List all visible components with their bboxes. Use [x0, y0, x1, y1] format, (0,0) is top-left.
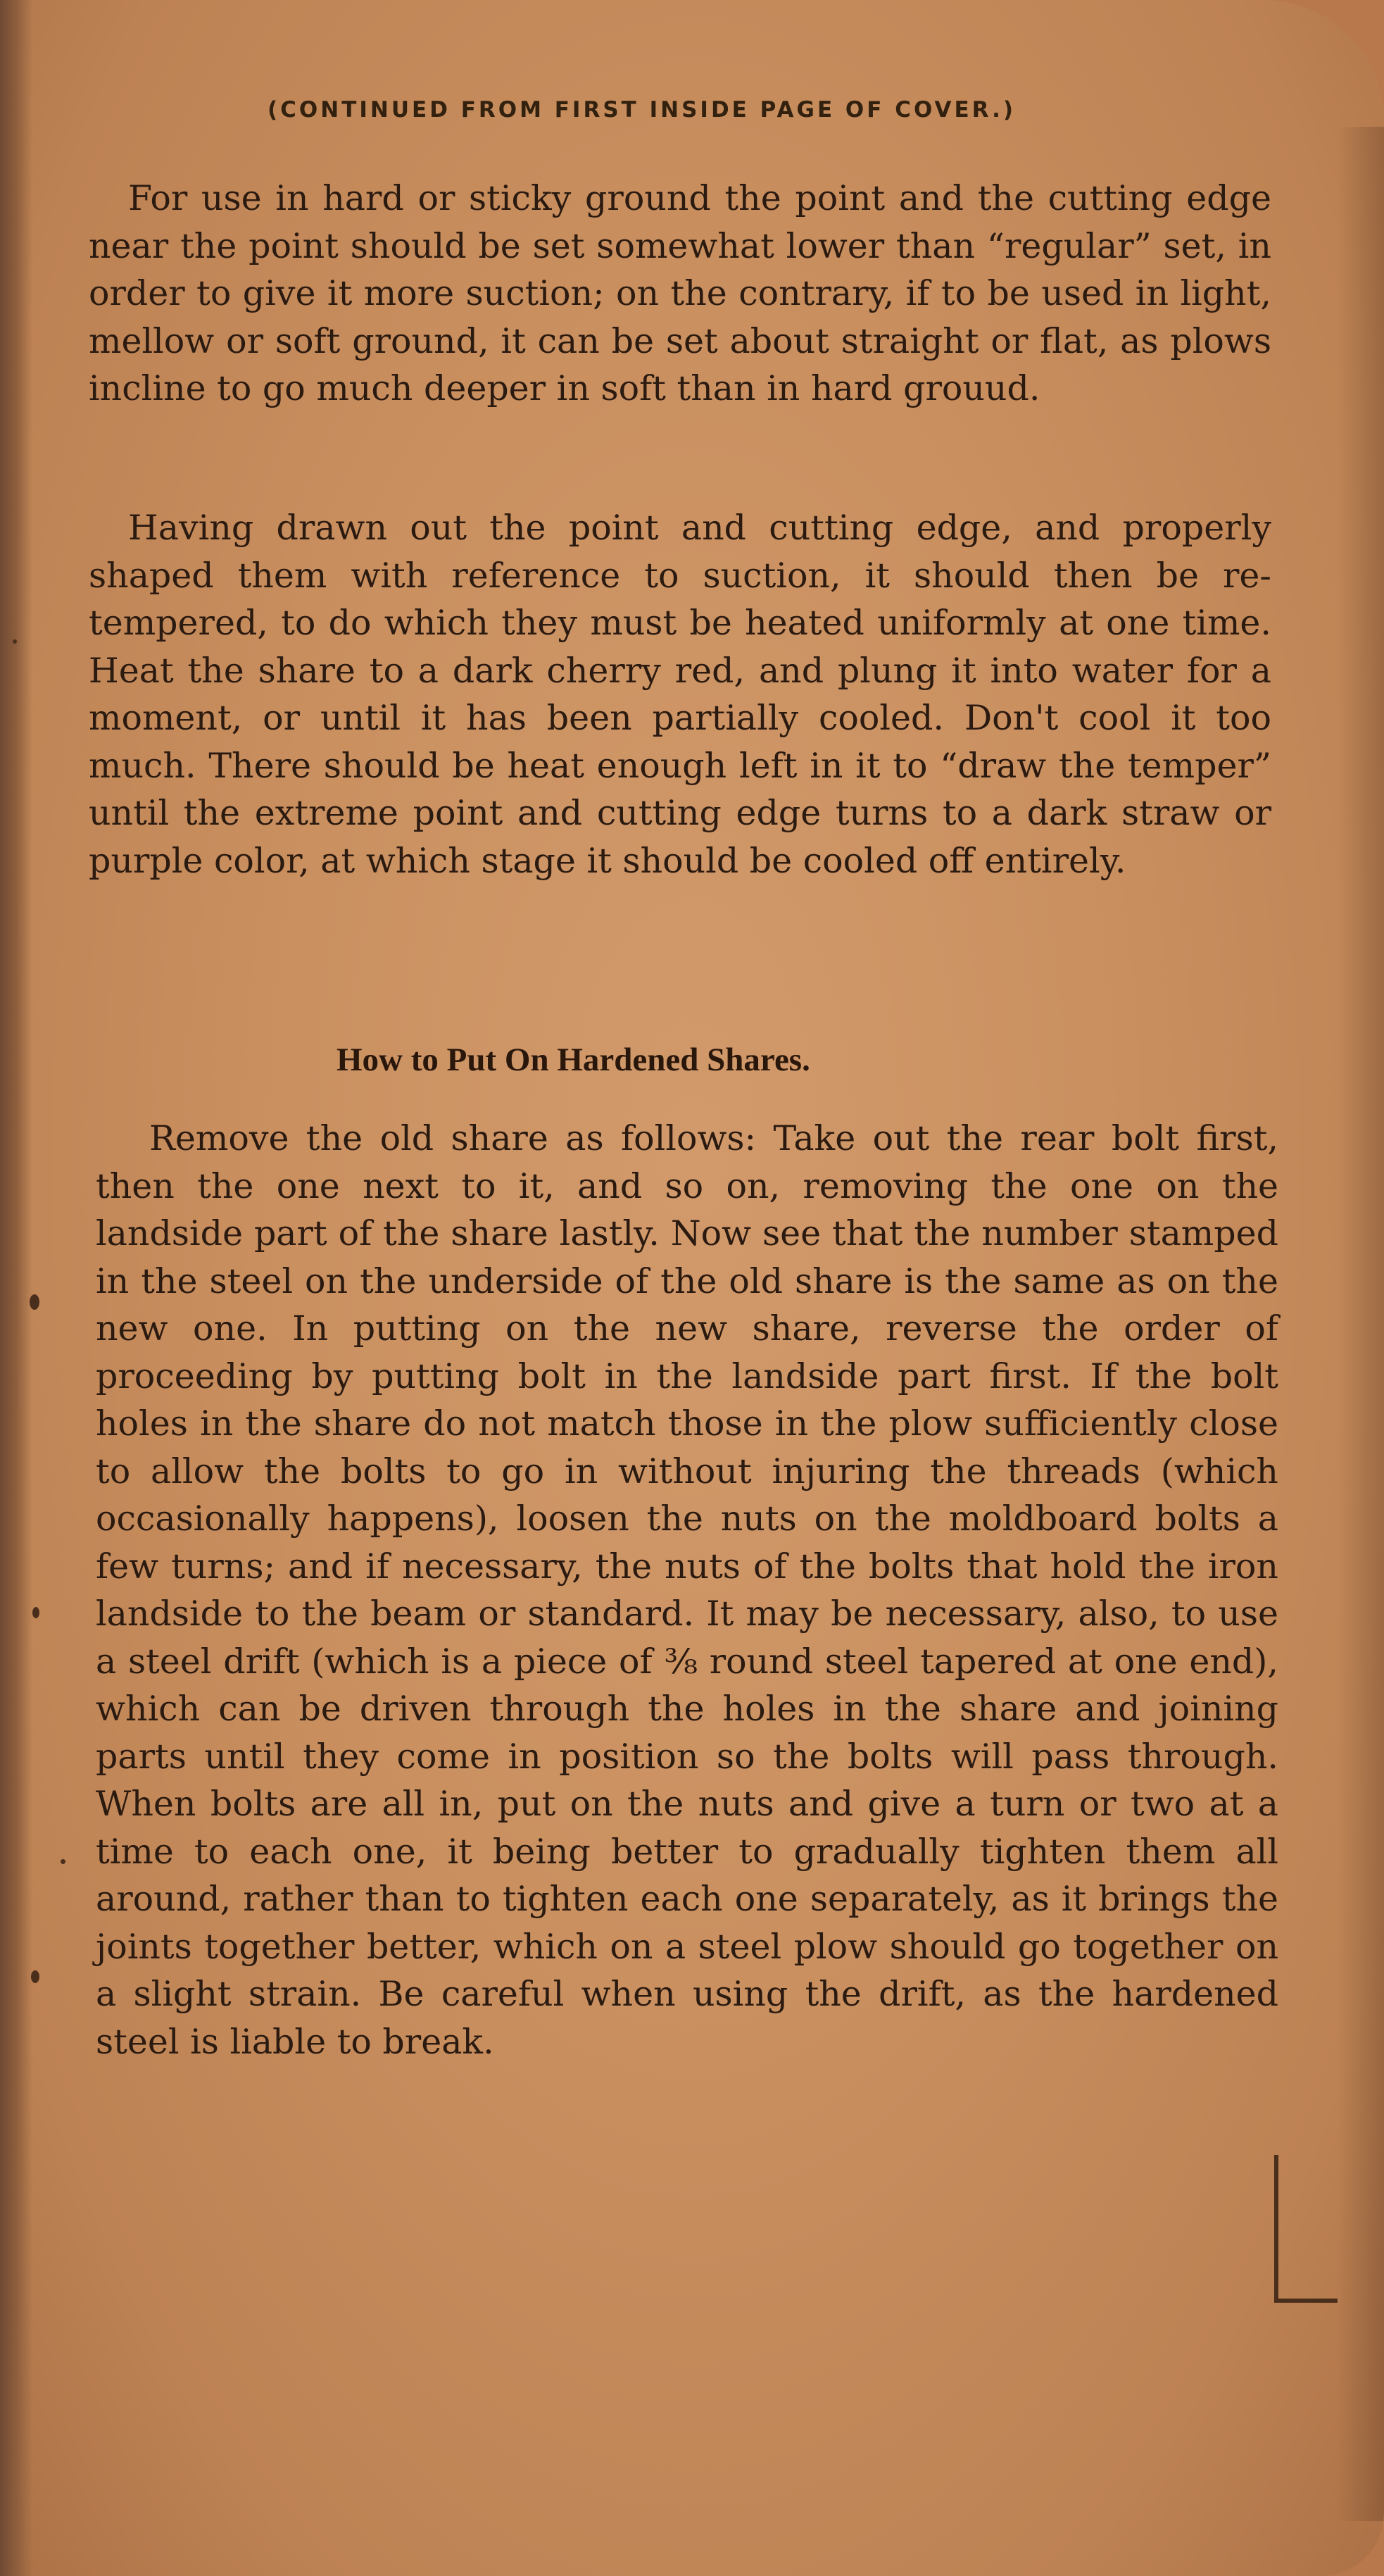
- paper-speck: [61, 1859, 65, 1864]
- paper-speck: [30, 1294, 39, 1310]
- paper-speck: [32, 1607, 39, 1618]
- continuation-header: (CONTINUED FROM FIRST INSIDE PAGE OF COVER.): [268, 97, 1017, 123]
- paper-speck: [31, 1970, 39, 1983]
- paragraph-retempering: Having drawn out the point and cutting edge, and properly shaped them with reference to suction, it should then be re-tempered, to do which they must be heated uniformly at one time. Heat the share to a dark cherry red, and plung it into water for a moment, or until it has been partially cooled. Don't cool it too much. There should be heat enough left in it to “draw the temper” until the extreme point and cutting edge turns to a dark straw or purple color, at which stage it should be cooled off entirely.: [89, 508, 1271, 881]
- paragraph-sticky-ground: For use in hard or sticky ground the point and the cutting edge near the point should be set somewhat lower than “regular” set, in order to give it more suction; on the contrary, if to be used in light, mellow or soft ground, it can be set about straight or flat, as plows incline to go much deeper in soft than in hard grouud.: [89, 178, 1271, 408]
- paragraph-remove-share: Remove the old share as follows: Take out the rear bolt first, then the one next to it, and so on, removing the one on the landside part of the share lastly. Now see that the number stamped in the steel on the underside of the old share is the same as on the new one. In putting on the new share, reverse the order of proceeding by putting bolt in the landside part first. If the bolt holes in the share do not match those in the plow sufficiently close to allow the bolts to go in without injuring the threads (which occasionally happens), loosen the nuts on the moldboard bolts a few turns; and if necessary, the nuts of the bolts that hold the iron landside to the beam or standard. It may be necessary, also, to use a steel drift (which is a piece of ⅜ round steel tapered at one end), which can be driven through the holes in the share and joining parts until they come in position so the bolts will pass through. When bolts are all in, put on the nuts and give a turn or two at a time to each one, it being better to gradually tighten them all around, rather than to tighten each one separately, as it brings the joints together better, which on a steel plow should go together on a slight strain. Be careful when using the drift, as the hardened steel is liable to break.: [96, 1118, 1278, 2062]
- pencil-corner-mark: [1274, 2155, 1338, 2303]
- paper-speck: [13, 639, 17, 644]
- section-heading: How to Put On Hardened Shares.: [336, 1042, 810, 1078]
